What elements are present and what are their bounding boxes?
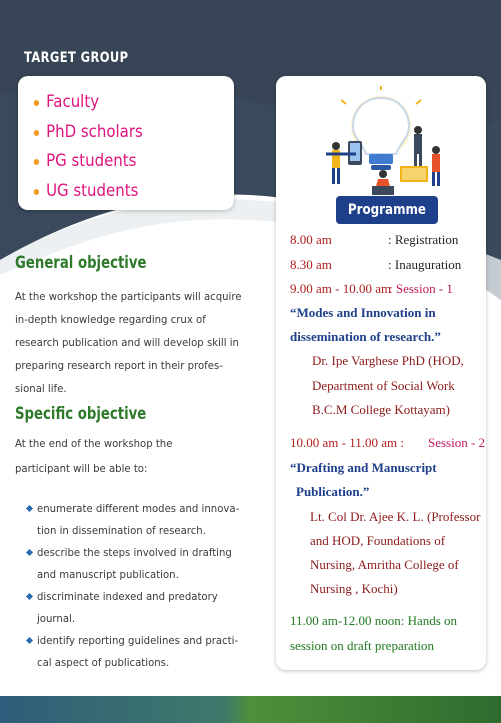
objective-bullet: enumerate different modes and innova- tion in dissemination of research.	[26, 498, 246, 542]
objective-bullet: discriminate indexed and predatory journal.	[26, 586, 246, 630]
session2-speaker-line: Nursing, Amritha College of	[310, 557, 459, 572]
objective-bullet: identify reporting guidelines and practi- cal aspect of publications.	[26, 630, 246, 674]
target-group-item: PG students	[32, 147, 143, 177]
general-objective-heading: General objective	[15, 253, 147, 273]
lightbulb-team-illustration-icon	[306, 86, 456, 206]
diamond-bullet-icon	[26, 593, 33, 600]
text-line: research publication and will develop skill in	[15, 336, 239, 349]
session2-speaker-line: and HOD, Foundations of	[310, 533, 446, 548]
session1-speaker-line: Dr. Ipe Varghese PhD (HOD,	[312, 353, 464, 368]
session2-time: 10.00 am - 11.00 am :	[290, 435, 404, 450]
bullet-dot-icon	[34, 130, 39, 136]
diamond-bullet-icon	[26, 505, 33, 512]
text-line: in-depth knowledge regarding crux of	[15, 313, 206, 326]
text-line: At the workshop the participants will acquire	[15, 290, 242, 303]
session1-speaker-line: Department of Social Work	[312, 378, 455, 393]
inauguration-label: : Inauguration	[388, 257, 462, 272]
diamond-bullet-icon	[26, 637, 33, 644]
registration-label: : Registration	[388, 232, 459, 247]
specific-objective-heading: Specific objective	[15, 404, 147, 424]
session2-speaker-line: Nursing , Kochi)	[310, 581, 398, 596]
target-group-title: TARGET GROUP	[24, 50, 129, 66]
registration-time: 8.00 am	[290, 232, 332, 247]
session2-label: Session - 2	[428, 435, 486, 450]
target-group-card	[18, 76, 234, 210]
specific-objective-intro	[15, 431, 265, 481]
text-line: preparing research report in their profes-	[15, 359, 223, 372]
text-line: sional life.	[15, 382, 67, 395]
bottom-band	[0, 696, 501, 723]
text-line: participant will be able to:	[15, 462, 148, 475]
text-line: At the end of the workshop the	[15, 437, 173, 450]
handson-line: session on draft preparation	[290, 638, 435, 653]
session2-title-line: “Drafting and Manuscript	[290, 460, 437, 475]
target-group-item: Faculty	[32, 88, 143, 118]
bullet-dot-icon	[34, 159, 39, 165]
general-objective-text	[15, 285, 265, 400]
session2-title-line: Publication.”	[296, 484, 370, 499]
session1-title-line: dissemination of research.”	[290, 329, 441, 344]
session1-speaker-line: B.C.M College Kottayam)	[312, 402, 450, 417]
programme-badge: Programme	[336, 196, 438, 224]
diamond-bullet-icon	[26, 549, 33, 556]
session1-time: 9.00 am - 10.00 am	[290, 281, 392, 296]
bullet-dot-icon	[34, 189, 39, 195]
objective-bullet-list	[26, 498, 246, 674]
objective-bullet: describe the steps involved in drafting and manuscript publication.	[26, 542, 246, 586]
session1-label: : Session - 1	[389, 281, 453, 296]
target-group-item: PhD scholars	[32, 118, 143, 148]
bullet-dot-icon	[34, 100, 39, 106]
handson-line: 11.00 am-12.00 noon: Hands on	[290, 613, 458, 628]
target-group-item: UG students	[32, 177, 143, 207]
target-group-list	[32, 88, 158, 206]
session2-speaker-line: Lt. Col Dr. Ajee K. L. (Professor	[310, 509, 481, 524]
session1-title-line: “Modes and Innovation in	[290, 305, 436, 320]
inauguration-time: 8.30 am	[290, 257, 332, 272]
